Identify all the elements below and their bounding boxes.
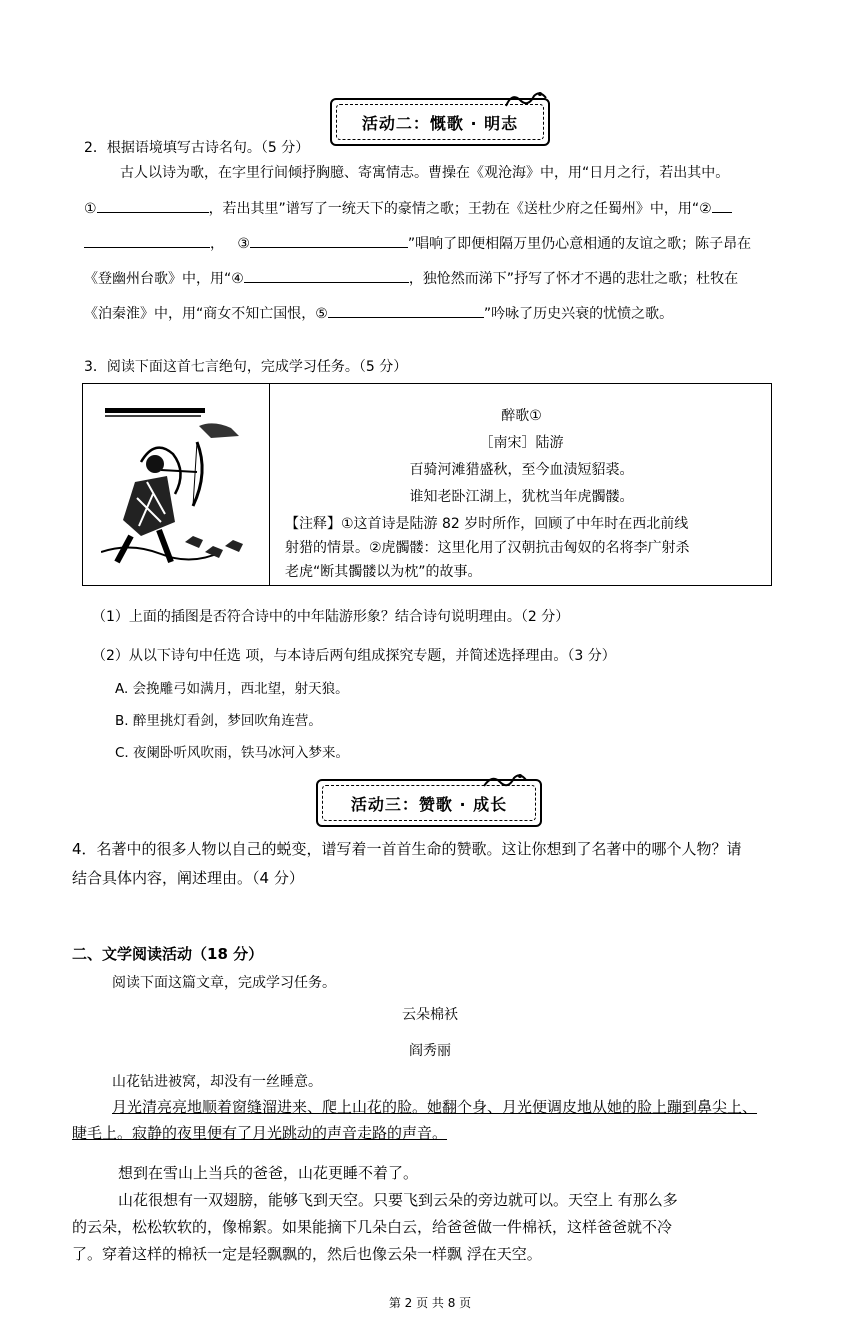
q3-title: 3．阅读下面这首七言绝句，完成学习任务。（5 分） (84, 359, 408, 375)
dragon-ornament-icon (504, 88, 548, 110)
q2-line5-text-a: 《泊秦淮》中，用“商女不知亡国恨，⑤ (84, 306, 328, 322)
section-heading: 二、文学阅读活动（18 分） (72, 945, 264, 963)
article-paragraph-3: 想到在雪山上当兵的爸爸，山花更睡不着了。 (118, 1164, 419, 1182)
answer-blank-2b[interactable] (84, 232, 210, 248)
article-paragraph-4a: 山花很想有一双翅膀，能够飞到天空。只要飞到云朵的旁边就可以。天空上 有那么多 (118, 1191, 678, 1209)
q3-sub1: （1）上面的插图是否符合诗中的中年陆游形象？结合诗句说明理由。（2 分） (92, 609, 570, 625)
archer-illustration (101, 402, 251, 572)
answer-blank-2a[interactable] (712, 197, 732, 213)
q2-line2-text: ，若出其里”谱写了一统天下的豪情之歌；王勃在《送杜少府之任蜀州》中，用“② (208, 201, 712, 217)
q2-line4 (84, 267, 738, 288)
answer-blank-1[interactable] (97, 197, 209, 213)
poem-line-1: 百骑河滩猎盛秋，至今血渍短貂裘。 (409, 462, 634, 478)
poem-author: ［南宋］陆游 (479, 435, 564, 451)
article-title: 云朵棉袄 (402, 1007, 458, 1023)
q2-marker-1: ① (84, 201, 97, 217)
poem-line-2: 谁知老卧江湖上，犹枕当年虎髑髅。 (409, 489, 634, 505)
article-paragraph-2b: 睫毛上。寂静的夜里便有了月光跳动的声音走路的声音。 (72, 1124, 448, 1142)
q3-option-c: C. 夜阑卧听风吹雨，铁马冰河入梦来。 (115, 745, 350, 761)
activity-banner-2-label: 活动二：慨歌 · 明志 (336, 104, 544, 140)
q2-line5-text-b: ”吟咏了历史兴衰的忧愤之歌。 (483, 306, 674, 322)
activity-banner-3-label: 活动三：赞歌 · 成长 (322, 785, 536, 821)
page-footer: 第 2 页 共 8 页 (388, 1296, 472, 1310)
article-author: 阎秀丽 (409, 1043, 451, 1059)
q3-option-b: B. 醉里挑灯看剑，梦回吹角连营。 (115, 713, 322, 729)
article-paragraph-4b: 的云朵，松松软软的，像棉絮。如果能摘下几朵白云，给爸爸做一件棉袄，这样爸爸就不冷 (72, 1218, 673, 1236)
article-paragraph-1: 山花钻进被窝，却没有一丝睡意。 (112, 1074, 322, 1090)
q4-line1: 4．名著中的很多人物以自己的蜕变，谱写着一首首生命的赞歌。这让你想到了名著中的哪个人物？请 (72, 840, 742, 858)
q2-line5 (84, 302, 673, 323)
answer-blank-5[interactable] (328, 302, 484, 318)
q2-title: 2．根据语境填写古诗名句。（5 分） (84, 140, 310, 156)
q4-line2: 结合具体内容，阐述理由。（4 分） (72, 869, 304, 887)
section-intro: 阅读下面这篇文章，完成学习任务。 (112, 975, 336, 991)
q2-line2 (84, 197, 732, 218)
q2-line3-comma: ， (210, 236, 224, 252)
poem-note-3: 老虎“断其髑髅以为枕”的故事。 (285, 564, 482, 580)
article-paragraph-4c: 了。穿着这样的棉袄一定是轻飘飘的，然后也像云朵一样飘 浮在天空。 (72, 1245, 542, 1263)
q2-line3 (84, 232, 751, 253)
q2-line3-text: ”唱响了即便相隔万里仍心意相通的友谊之歌；陈子昂在 (407, 236, 752, 252)
poem-note-1: 【注释】①这首诗是陆游 82 岁时所作，回顾了中年时在西北前线 (285, 516, 689, 532)
article-paragraph-2a: 月光清亮亮地顺着窗缝溜进来、爬上山花的脸。她翻个身、月光便调皮地从她的脸上蹦到鼻尖上、 (112, 1098, 758, 1116)
poem-title: 醉歌① (501, 408, 542, 424)
answer-blank-3[interactable] (250, 232, 408, 248)
q2-line4-text-b: ，独怆然而涕下”抒写了怀才不遇的悲壮之歌；杜牧在 (408, 271, 739, 287)
poem-table (82, 383, 772, 586)
q3-sub2: （2）从以下诗句中任选 项，与本诗后两句组成探究专题，并简述选择理由。（3 分） (92, 648, 616, 664)
q2-line4-text-a: 《登幽州台歌》中，用“④ (84, 271, 244, 287)
poem-note-2: 射猎的情景。②虎髑髅：这里化用了汉朝抗击匈奴的名将李广射杀 (285, 540, 690, 556)
q2-marker-3: ③ (237, 236, 250, 252)
answer-blank-4[interactable] (244, 267, 409, 283)
q3-option-a: A. 会挽雕弓如满月，西北望，射天狼。 (115, 681, 349, 697)
dragon-ornament-icon (482, 770, 528, 792)
q2-line1: 古人以诗为歌，在字里行间倾抒胸臆、寄寓情志。曹操在《观沧海》中，用“日月之行，若出其中。 (120, 165, 730, 181)
